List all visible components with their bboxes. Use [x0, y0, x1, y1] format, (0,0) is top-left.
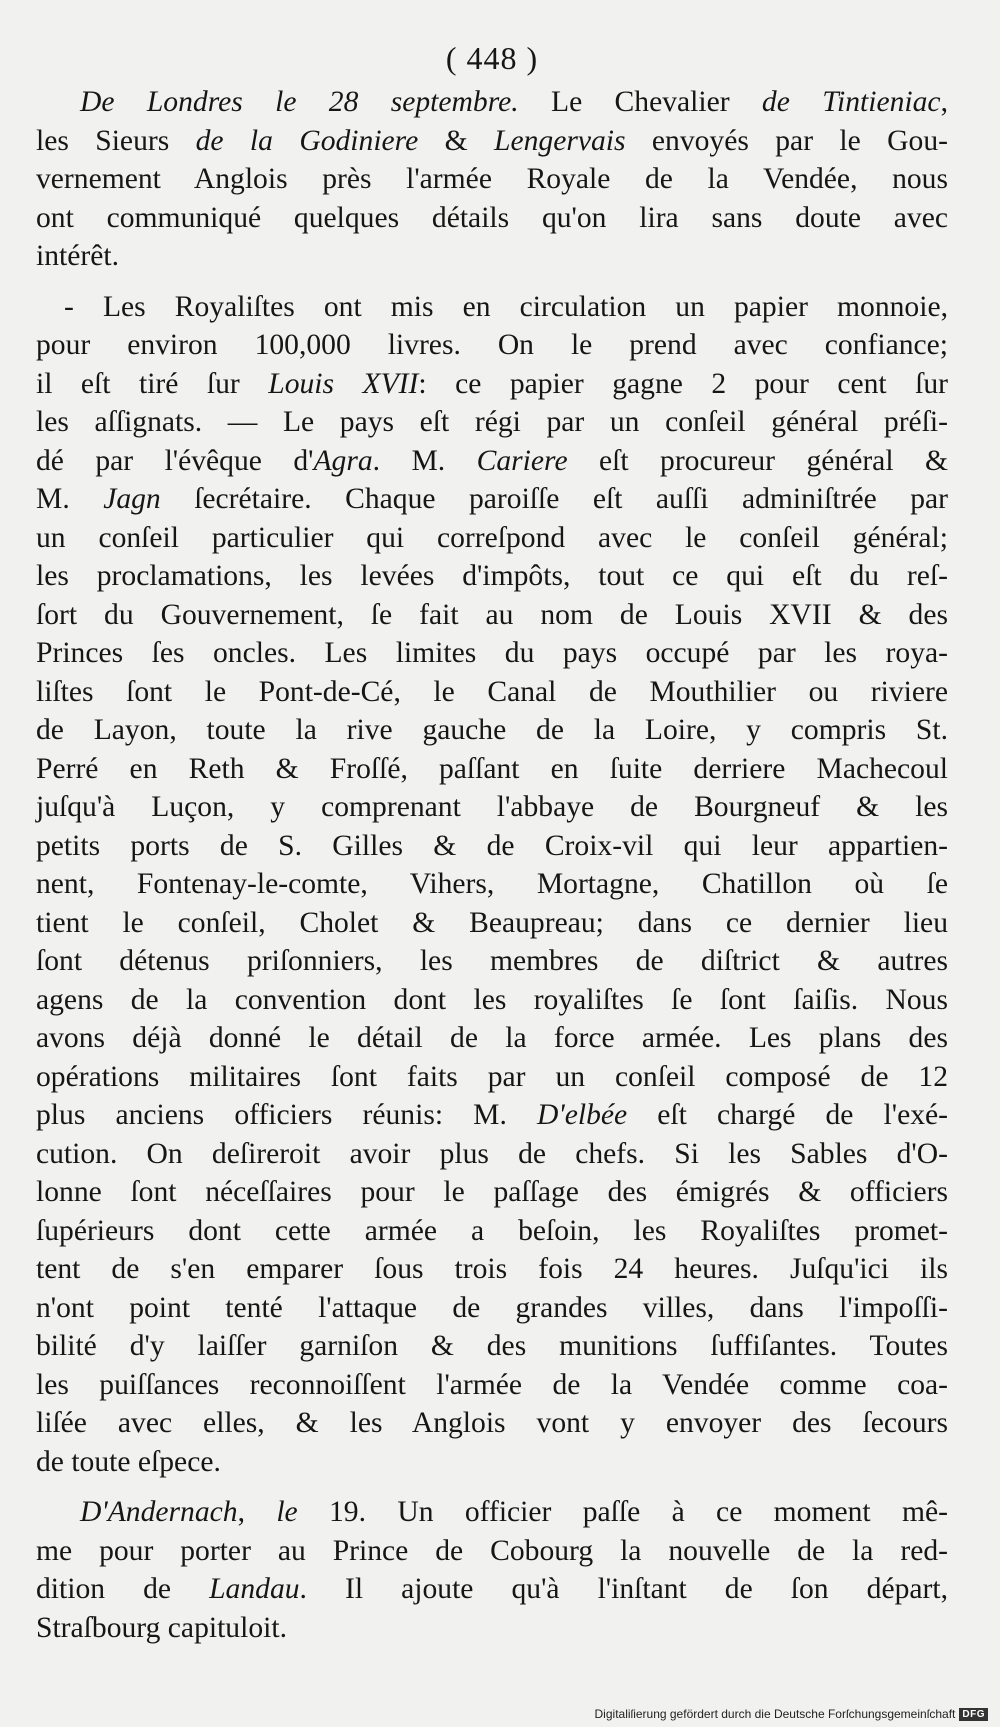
text-line [36, 365, 948, 404]
text-line: les puiſſances reconnoiſſent l'armée de la Vendée comme coa- [36, 1368, 948, 1401]
text-line [36, 83, 948, 122]
dateline-andernach: D'Andernach [80, 1496, 238, 1528]
text-run: Le Chevalier [518, 86, 762, 118]
text-line [36, 1570, 948, 1609]
text-run: envoyés par le Gou- [625, 124, 948, 157]
text-line: tient le conſeil, Cholet & Beaupreau; dans ce dernier lieu [36, 906, 948, 939]
text-line: liſée avec elles, & les Anglois vont y envoyer des ſecours [36, 1407, 948, 1439]
text-line [36, 442, 948, 481]
dateline-london: De Londres le 28 septembre. [80, 86, 519, 118]
paragraph-royalistes [36, 288, 948, 1482]
text-line: me pour porter au Prince de Cobourg la nouvelle de la red- [36, 1534, 948, 1567]
text-line: juſqu'à Luçon, y comprenant l'abbaye de Bourgneuf & les [36, 791, 948, 823]
text-line: n'ont point tenté l'attaque de grandes villes, dans l'impoſſi- [36, 1291, 948, 1324]
text-line: lonne ſont néceſſaires pour le paſſage des émigrés & officiers [36, 1176, 948, 1208]
text-line: liſtes ſont le Pont-de-Cé, le Canal de Mouthilier ou riviere [36, 675, 948, 708]
text-line: ſort du Gouvernement, ſe fait au nom de Louis XVII & des [36, 598, 948, 631]
dateline-le: le [276, 1496, 298, 1528]
text-line: intérêt. [36, 240, 119, 272]
text-line: nent, Fontenay-le-comte, Vihers, Mortagne, Chatillon où ſe [36, 868, 948, 900]
name-louis-xvii: Louis XVII [268, 367, 419, 400]
text-line: ſupérieurs dont cette armée a beſoin, les Royaliſtes promet- [36, 1214, 948, 1247]
text-line: de Layon, toute la rive gauche de la Loire, y compris St. [36, 714, 948, 746]
text-line: les proclamations, les levées d'impôts, tout ce qui eſt du reſ- [36, 560, 948, 592]
text-line: agens de la convention dont les royaliſtes ſe ſont ſaiſis. Nous [36, 983, 948, 1016]
text-line [36, 122, 948, 161]
text-run: les Sieurs [36, 124, 196, 157]
text-run: plus anciens officiers réunis: M. [36, 1099, 538, 1131]
text-line: les aſſignats. — Le pays eſt régi par un conſeil général préſi- [36, 406, 948, 438]
page-number: ( 448 ) [445, 40, 539, 76]
text-run: dé par l'évêque d' [36, 444, 314, 477]
page-content [36, 40, 948, 1647]
dfg-logo: DFG [959, 1708, 988, 1721]
name-landau: Landau [209, 1573, 300, 1605]
text-line: avons déjà donné le détail de la force armée. Les plans des [36, 1022, 948, 1054]
digitization-footer [595, 1707, 988, 1721]
text-line: - Les Royaliſtes ont mis en circulation un papier monnoie, [64, 290, 948, 323]
text-line [36, 1096, 948, 1135]
text-run: M. [36, 483, 104, 515]
text-run: . Il ajoute qu'à l'inſtant de ſon départ, [299, 1573, 948, 1605]
paragraph-andernach [36, 1493, 948, 1647]
text-run: dition de [36, 1573, 210, 1605]
text-run: eſt chargé de l'exé- [627, 1099, 948, 1131]
text-run: : ce papier gagne 2 pour cent ſur [418, 367, 948, 400]
name-delbee: D'elbée [537, 1099, 628, 1131]
text-line [36, 1493, 948, 1532]
text-line: Straſbourg capituloit. [36, 1611, 287, 1644]
text-run: & [418, 124, 495, 157]
text-line: opérations militaires ſont faits par un conſeil composé de 12 [36, 1060, 948, 1093]
text-line: un conſeil particulier qui correſpond avec le conſeil général; [36, 521, 948, 554]
text-line: petits ports de S. Gilles & de Croix-vil qui leur appartien- [36, 829, 948, 862]
footer-credit: Digitaliſierung gefördert durch die Deutsche Forſchungsgemeinſchaft [594, 1707, 956, 1721]
text-run: il eſt tiré ſur [36, 367, 269, 400]
text-run: , [940, 86, 948, 118]
text-line: cution. On deſireroit avoir plus de chefs. Si les Sables d'O- [36, 1137, 948, 1170]
text-line: tent de s'en emparer ſous trois fois 24 heures. Juſqu'ici ils [36, 1253, 948, 1285]
text-line: ſont détenus priſonniers, les membres de diſtrict & autres [36, 945, 948, 977]
name-agra: Agra [313, 444, 373, 477]
text-run: . M. [372, 444, 477, 477]
name-lengervais: Lengervais [494, 124, 626, 157]
paragraph-london [36, 83, 948, 276]
text-line: vernement Anglois près l'armée Royale de la Vendée, nous [36, 163, 948, 195]
text-line: Princes ſes oncles. Les limites du pays occupé par les roya- [36, 637, 948, 669]
text-run: 19. Un officier paſſe à ce moment mê- [297, 1496, 949, 1528]
text-line: bilité d'y laiſſer garniſon & des munitions ſuffiſantes. Toutes [36, 1330, 948, 1362]
text-run: ſecrétaire. Chaque paroiſſe eſt auſſi adminiſtrée par [160, 483, 948, 515]
text-run: eſt procureur général & [567, 444, 948, 477]
text-line: Perré en Reth & Froſſé, paſſant en ſuite derriere Machecoul [36, 752, 948, 785]
text-line [36, 480, 948, 519]
name-jagn: Jagn [103, 483, 161, 515]
text-line: pour environ 100,000 livres. On le prend avec confiance; [36, 329, 948, 361]
text-run: , [237, 1496, 277, 1528]
name-godiniere: de la Godiniere [195, 124, 419, 157]
text-line: ont communiqué quelques détails qu'on lira sans doute avec [36, 201, 948, 234]
name-cariere: Cariere [476, 444, 568, 477]
text-line: de toute eſpece. [36, 1445, 221, 1478]
name-tintieniac: de Tintieniac [761, 86, 941, 118]
